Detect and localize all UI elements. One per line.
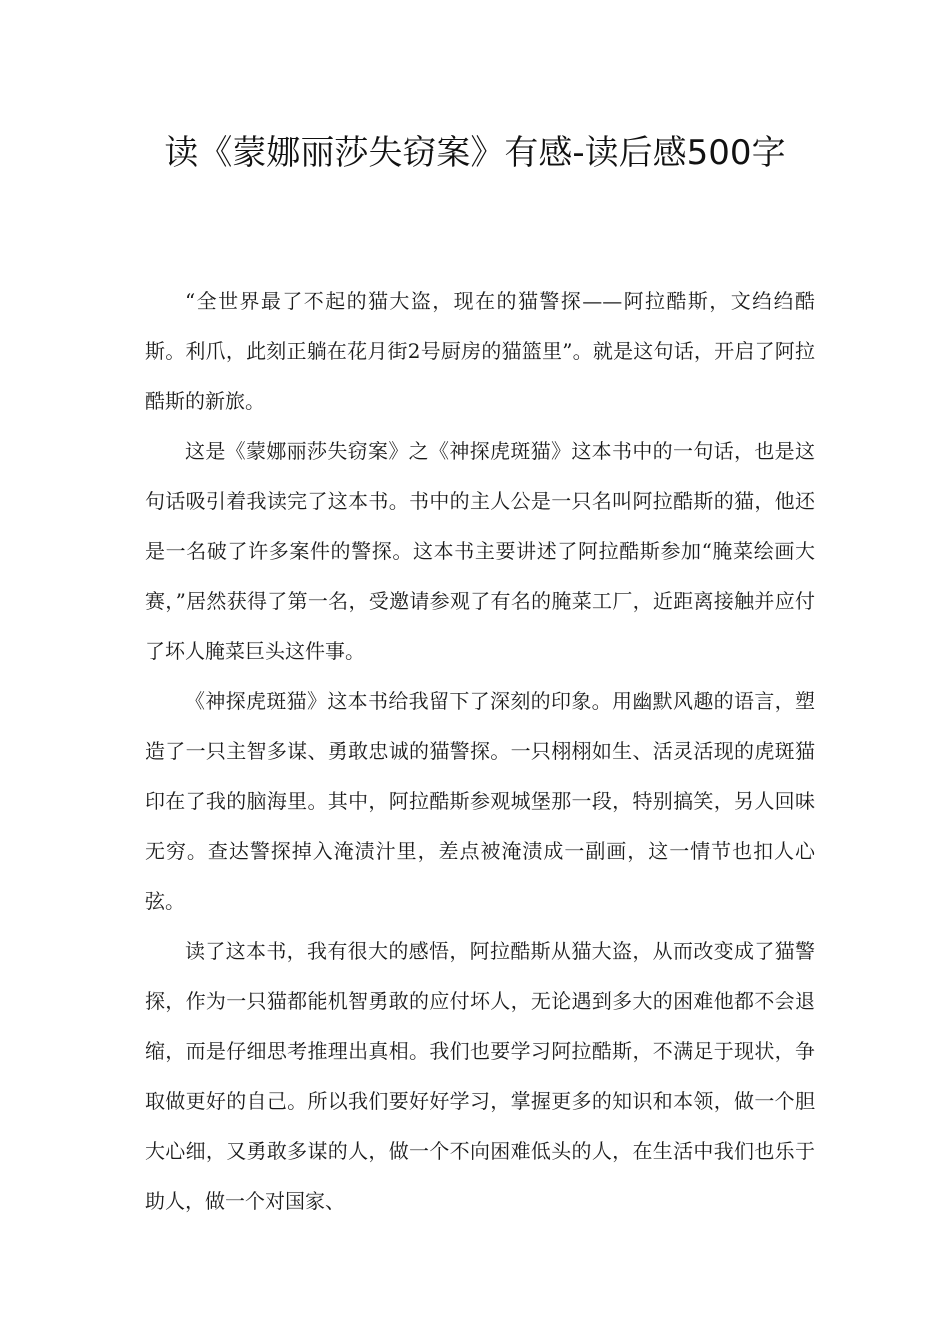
paragraph-1: “全世界最了不起的猫大盗，现在的猫警探——阿拉酷斯，文绉绉酷斯。利爪，此刻正躺在花月街2号厨房的猫篮里”。就是这句话，开启了阿拉酷斯的新旅。 — [145, 289, 815, 413]
paragraph-2: 这是《蒙娜丽莎失窃案》之《神探虎斑猫》这本书中的一句话，也是这句话吸引着我读完了这本书。书中的主人公是一只名叫阿拉酷斯的猫，他还是一名破了许多案件的警探。这本书主要讲述了阿拉酷斯参加“腌菜绘画大赛，”居然获得了第一名，受邀请参观了有名的腌菜工厂，近距离接触并应付了坏人腌菜巨头这件事。 — [145, 439, 815, 663]
document-body — [145, 276, 815, 1226]
paragraph-4: 读了这本书，我有很大的感悟，阿拉酷斯从猫大盗，从而改变成了猫警探，作为一只猫都能机智勇敢的应付坏人，无论遇到多大的困难他都不会退缩，而是仔细思考推理出真相。我们也要学习阿拉酷斯，不满足于现状，争取做更好的自己。所以我们要好好学习，掌握更多的知识和本领，做一个胆大心细，又勇敢多谋的人，做一个不向困难低头的人，在生活中我们也乐于助人，做一个对国家、 — [145, 939, 815, 1213]
document-title: 读《蒙娜丽莎失窃案》有感-读后感500字 — [164, 133, 786, 173]
paragraph-3: 《神探虎斑猫》这本书给我留下了深刻的印象。用幽默风趣的语言，塑造了一只主智多谋、勇敢忠诚的猫警探。一只栩栩如生、活灵活现的虎斑猫印在了我的脑海里。其中，阿拉酷斯参观城堡那一段，特别搞笑，另人回味无穷。查达警探掉入淹渍汁里，差点被淹渍成一副画，这一情节也扣人心弦。 — [145, 689, 815, 913]
